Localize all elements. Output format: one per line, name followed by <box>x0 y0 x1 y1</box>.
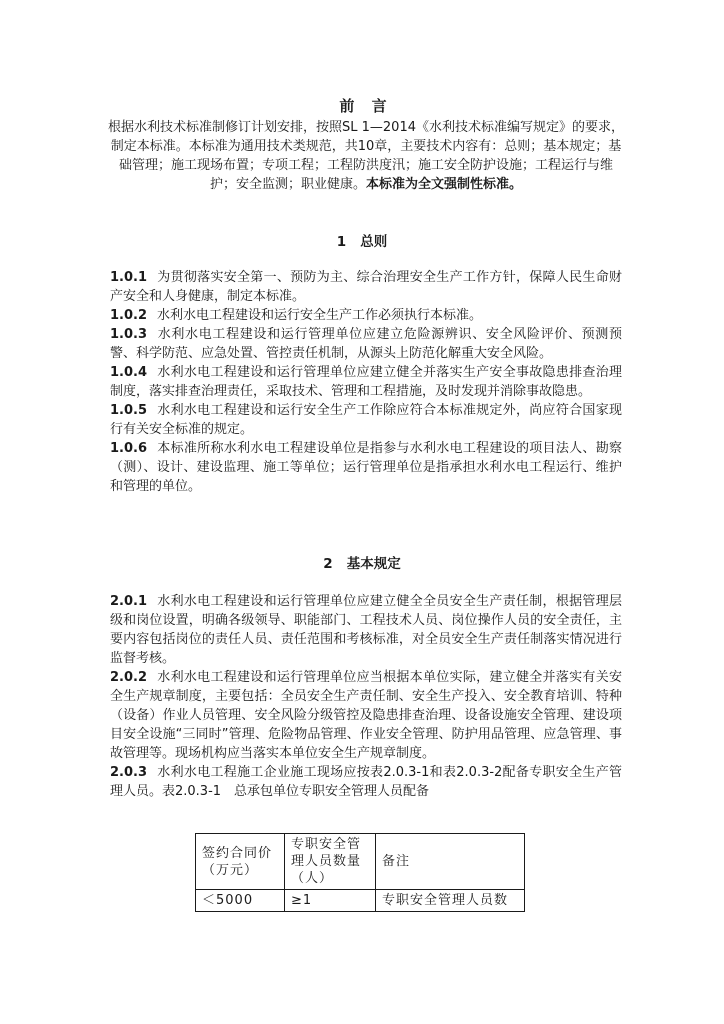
clause-1-0-3 <box>110 325 622 363</box>
clause-text: 水利水电工程建设和运行安全生产工作除应符合本标准规定外，尚应符合国家现行有关安全标准的规定。 <box>110 403 622 437</box>
clause-2-0-3 <box>110 763 622 801</box>
clause-number: 1.0.2 <box>110 308 148 323</box>
chapter-1-clauses <box>110 268 622 496</box>
foreword-title: 前 言 <box>339 97 393 115</box>
clause-1-0-5 <box>110 401 622 439</box>
foreword-mandatory-note: 本标准为全文强制性标准。 <box>366 177 523 192</box>
chapter-2-heading <box>0 555 724 573</box>
cell-staff-count: ≥1 <box>285 890 376 912</box>
clause-2-0-2 <box>110 668 622 763</box>
clause-1-0-2 <box>110 306 622 325</box>
clause-number: 2.0.1 <box>110 594 148 609</box>
clause-number: 1.0.5 <box>110 403 148 418</box>
chapter-1-title: 总则 <box>360 234 388 250</box>
staffing-table-wrapper <box>195 833 525 912</box>
header-contract-price: 签约合同价（万元） <box>196 834 285 890</box>
chapter-2-number: 2 <box>323 556 333 572</box>
header-staff-count: 专职安全管理人员数量（人） <box>285 834 376 890</box>
clause-number: 2.0.2 <box>110 670 148 685</box>
clause-number: 1.0.3 <box>110 327 148 342</box>
foreword-body-text: 根据水利技术标准制修订计划安排，按照SL 1—2014《水利技术标准编写规定》的要求，制定本标准。本标准为通用技术类规范，共10章，主要技术内容有：总则；基本规定；基础管理；施工现场布置；专项工程；工程防洪度汛；施工安全防护设施；工程运行与维护；安全监测；职业健康。 <box>108 120 624 192</box>
staffing-table <box>195 833 525 912</box>
clause-text: 水利水电工程建设和运行管理单位应建立健全并落实生产安全事故隐患排查治理制度，落实排查治理责任，采取技术、管理和工程措施，及时发现并消除事故隐患。 <box>110 365 622 399</box>
clause-number: 1.0.4 <box>110 365 148 380</box>
clause-number: 1.0.6 <box>110 441 148 456</box>
cell-remarks: 专职安全管理人员数 <box>376 890 525 912</box>
foreword-body <box>108 118 624 194</box>
clause-1-0-6 <box>110 439 622 496</box>
clause-text: 水利水电工程施工企业施工现场应按表2.0.3-1和表2.0.3-2配备专职安全生产管理人员。表2.0.3-1 总承包单位专职安全管理人员配备 <box>110 765 622 799</box>
clause-1-0-1 <box>110 268 622 306</box>
chapter-2-title: 基本规定 <box>346 556 401 572</box>
chapter-2-clauses <box>110 592 622 801</box>
clause-1-0-4 <box>110 363 622 401</box>
cell-contract-price: ＜5000 <box>196 890 285 912</box>
clause-number: 2.0.3 <box>110 765 148 780</box>
clause-text: 为贯彻落实安全第一、预防为主、综合治理安全生产工作方针，保障人民生命财产安全和人身健康，制定本标准。 <box>110 270 622 304</box>
clause-2-0-1 <box>110 592 622 668</box>
clause-number: 1.0.1 <box>110 270 148 285</box>
clause-text: 水利水电工程建设和运行管理单位应当根据本单位实际，建立健全并落实有关安全生产规章制度，主要包括：全员安全生产责任制、安全生产投入、安全教育培训、特种（设备）作业人员管理、安全风险分级管控及隐患排查治理、设备设施安全管理、建设项目安全设施“三同时”管理、危险物品管理、作业安全管理、防护用品管理、应急管理、事故管理等。现场机构应当落实本单位安全生产规章制度。 <box>110 670 622 761</box>
clause-text: 水利水电工程建设和运行管理单位应建立危险源辨识、安全风险评价、预测预警、科学防范、应急处置、管控责任机制，从源头上防范化解重大安全风险。 <box>110 327 622 361</box>
clause-text: 水利水电工程建设和运行管理单位应建立健全全员安全生产责任制，根据管理层级和岗位设置，明确各级领导、职能部门、工程技术人员、岗位操作人员的安全责任，主要内容包括岗位的责任人员、责任范围和考核标准，对全员安全生产责任制落实情况进行监督考核。 <box>110 594 622 666</box>
header-remarks: 备注 <box>376 834 525 890</box>
table-row <box>196 890 525 912</box>
foreword-section <box>108 96 624 194</box>
clause-text: 水利水电工程建设和运行安全生产工作必须执行本标准。 <box>157 308 483 323</box>
chapter-1-heading <box>0 233 724 251</box>
clause-text: 本标准所称水利水电工程建设单位是指参与水利水电工程建设的项目法人、勘察（测）、设计、建设监理、施工等单位；运行管理单位是指承担水利水电工程运行、维护和管理的单位。 <box>110 441 622 494</box>
table-header-row <box>196 834 525 890</box>
chapter-1-number: 1 <box>336 234 347 250</box>
